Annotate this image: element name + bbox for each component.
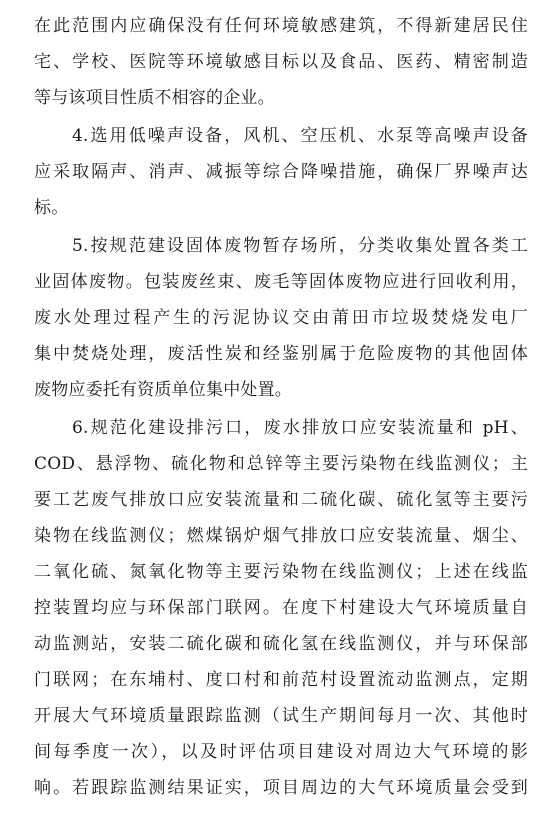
text-line: 门联网；在东埔村、度口村和前范村设置流动监测点，定期 — [34, 670, 528, 690]
text-line: 标。 — [34, 198, 69, 218]
text-line: 控装置均应与环保部门联网。在度下村建设大气环境质量自 — [34, 598, 528, 618]
text-line: 间每季度一次），以及时评估项目建设对周边大气环境的影 — [34, 742, 528, 762]
text-line: 宅、学校、医院等环境敏感目标以及食品、医药、精密制造 — [34, 52, 528, 72]
paragraph-6-first-line: 6.规范化建设排污口，废水排放口应安装流量和 pH、 — [72, 418, 528, 438]
text-line: 废水处理过程产生的污泥协议交由莆田市垃圾焚烧发电厂 — [34, 308, 528, 328]
text-line: 在此范围内应确保没有任何环境敏感建筑，不得新建居民住 — [34, 16, 528, 36]
text-line: 二氧化硫、氮氧化物等主要污染物在线监测仪；上述在线监 — [34, 562, 528, 582]
text-line: 废物应委托有资质单位集中处置。 — [34, 380, 292, 400]
text-line: COD、悬浮物、硫化物和总锌等主要污染物在线监测仪；主 — [34, 454, 528, 474]
text-line: 染物在线监测仪；燃煤锅炉烟气排放口应安装流量、烟尘、 — [34, 526, 528, 546]
text-line: 开展大气环境质量跟踪监测（试生产期间每月一次、其他时 — [34, 706, 528, 726]
paragraph-5-first-line: 5.按规范建设固体废物暂存场所，分类收集处置各类工 — [72, 236, 528, 256]
text-line: 集中焚烧处理，废活性炭和经鉴别属于危险废物的其他固体 — [34, 344, 528, 364]
paragraph-4-first-line: 4.选用低噪声设备，风机、空压机、水泵等高噪声设备 — [72, 126, 528, 146]
text-line: 业固体废物。包装废丝束、废毛等固体废物应进行回收利用， — [34, 272, 528, 292]
text-line: 要工艺废气排放口应安装流量和二硫化碳、硫化氢等主要污 — [34, 490, 528, 510]
text-line: 应采取隔声、消声、减振等综合降噪措施，确保厂界噪声达 — [34, 162, 528, 182]
text-line: 响。若跟踪监测结果证实，项目周边的大气环境质量会受到 — [34, 778, 528, 798]
text-line: 动监测站，安装二硫化碳和硫化氢在线监测仪，并与环保部 — [34, 634, 528, 654]
text-line: 等与该项目性质不相容的企业。 — [34, 88, 275, 108]
